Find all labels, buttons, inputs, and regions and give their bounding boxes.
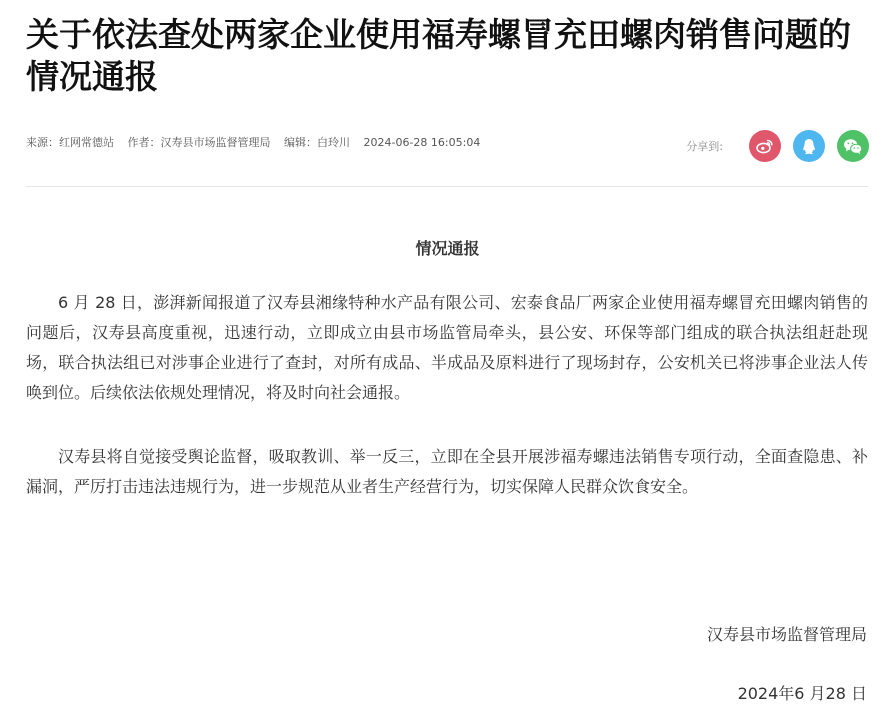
paragraph-1: 6 月 28 日，澎湃新闻报道了汉寿县湘缘特种水产品有限公司、宏泰食品厂两家企业使用福寿螺冒充田螺肉销售的问题后，汉寿县高度重视，迅速行动，立即成立由县市场监管局牵头，县公安、环保等部门组成的联合执法组赶赴现场，联合执法组已对涉事企业进行了查封，对所有成品、半成品及原料进行了现场封存，公安机关已将涉事企业法人传唤到位。后续依法依规处理情况，将及时向社会通报。 — [26, 293, 868, 402]
article-title: 关于依法查处两家企业使用福寿螺冒充田螺肉销售问题的情况通报 — [26, 15, 851, 96]
paragraph-2: 汉寿县将自觉接受舆论监督，吸取教训、举一反三，立即在全县开展涉福寿螺违法销售专项行动，全面查隐患、补漏洞，严厉打击违法违规行为，进一步规范从业者生产经营行为，切实保障人民群众饮食安全。 — [26, 447, 868, 496]
share-bar — [686, 130, 869, 162]
article-meta — [26, 136, 490, 150]
wechat-icon — [843, 138, 863, 155]
meta-source: 来源：红网常德站 — [26, 136, 114, 149]
signature-organization: 汉寿县市场监督管理局 — [706, 625, 867, 644]
header-divider — [26, 186, 868, 187]
qq-icon — [802, 138, 816, 155]
share-weibo-button[interactable] — [749, 130, 781, 162]
signature-date: 2024年6 月28 日 — [737, 684, 867, 703]
meta-editor: 编辑：白玲川 — [284, 136, 350, 149]
share-qq-button[interactable] — [793, 130, 825, 162]
share-wechat-button[interactable] — [837, 130, 869, 162]
meta-author: 作者：汉寿县市场监督管理局 — [127, 136, 271, 149]
share-label: 分享到: — [686, 140, 723, 153]
meta-datetime: 2024-06-28 16:05:04 — [363, 136, 481, 149]
section-heading: 情况通报 — [415, 239, 480, 258]
weibo-icon — [756, 138, 774, 154]
